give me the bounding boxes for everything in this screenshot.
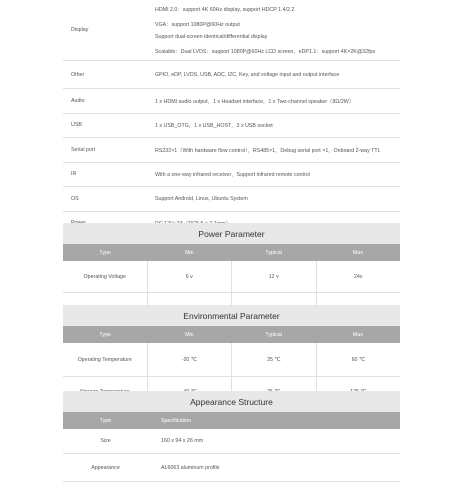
spec-value: 1 x HDMI audio output，1 x Headset interface，1 x Two-channel speaker（8Ω/2W） — [155, 98, 355, 105]
spec-row-usb — [63, 114, 400, 139]
column-header: Specification — [161, 417, 192, 424]
spec-table — [63, 0, 400, 236]
column-header: Typical — [265, 249, 282, 256]
table-cell: Operating Voltage — [83, 273, 126, 280]
table-cell: 25 ℃ — [231, 343, 316, 376]
spec-label: Serial port — [71, 146, 96, 153]
table-header — [63, 412, 400, 429]
table-cell: 6 v — [147, 261, 232, 292]
spec-value: 1 x USB_OTG，1 x USB_HOST，3 x USB socket — [155, 123, 273, 130]
table-cell: Appearance — [91, 464, 120, 471]
spec-row-audio — [63, 89, 400, 114]
column-header: Type — [99, 249, 111, 256]
table-cell: -20 ℃ — [147, 343, 232, 376]
spec-label: Display — [71, 27, 89, 33]
column-header: Type — [99, 417, 112, 424]
table-cell: 12 v — [231, 261, 316, 292]
table-row — [63, 429, 400, 454]
spec-value: RS232×1（With hardware flow control），RS485×1，Debug serial port ×1，Onboard 2-way TTL — [155, 147, 381, 154]
section-title: Power Parameter — [63, 223, 400, 244]
display-line: Support dual-screen identical/differential display — [155, 34, 268, 41]
column-header: Min — [185, 249, 194, 256]
table-cell: 160 x 94 x 26 mm — [161, 438, 204, 444]
spec-row-ir — [63, 163, 400, 188]
spec-label: OS — [71, 195, 79, 202]
spec-label: Other — [71, 71, 85, 78]
spec-row-serial — [63, 138, 400, 163]
table-cell: AL6063 aluminum profile — [161, 464, 220, 471]
table-cell: 24v — [316, 261, 401, 292]
column-header: Typical — [265, 331, 282, 338]
spec-label: USB — [71, 122, 82, 129]
column-header: Max — [352, 331, 363, 338]
spec-value: Support Android, Linux, Ubuntu System — [155, 195, 248, 202]
spec-row-display — [63, 0, 400, 61]
column-header: Type — [99, 331, 111, 338]
appearance-structure-section — [63, 391, 400, 482]
table-row — [63, 343, 400, 377]
display-line: VGA：support 1080P@60Hz output — [155, 21, 240, 28]
table-row — [63, 454, 400, 482]
spec-row-os — [63, 187, 400, 212]
table-cell: Size — [100, 438, 111, 444]
spec-label: IR — [71, 171, 77, 178]
table-cell: 60 ℃ — [316, 343, 401, 376]
table-row — [63, 261, 400, 293]
column-header: Min — [185, 331, 194, 338]
spec-label: Audio — [71, 97, 85, 104]
table-header — [63, 326, 400, 343]
display-line: Scalable：Dual LVDS：support 1080P@60Hz LCD screen，eDP1.1：support 4K×2K@32fps — [155, 48, 376, 55]
table-cell: Operating Temperature — [77, 356, 132, 363]
table-header — [63, 244, 400, 261]
section-title: Environmental Parameter — [63, 305, 400, 326]
spec-value: With a one-way infrared receiver，Support infrared remote control — [155, 172, 310, 179]
column-header: Max — [352, 249, 363, 256]
spec-value — [155, 5, 400, 55]
section-title: Appearance Structure — [63, 391, 400, 412]
spec-value: GPIO, eDP, LVDS, USB, ADC, I2C, Key, and voltage input and output interface — [155, 71, 340, 78]
spec-row-other — [63, 61, 400, 89]
display-line: HDMI 2.0：support 4K 60Hz display, support HDCP 1.4/2.2 — [155, 7, 295, 14]
